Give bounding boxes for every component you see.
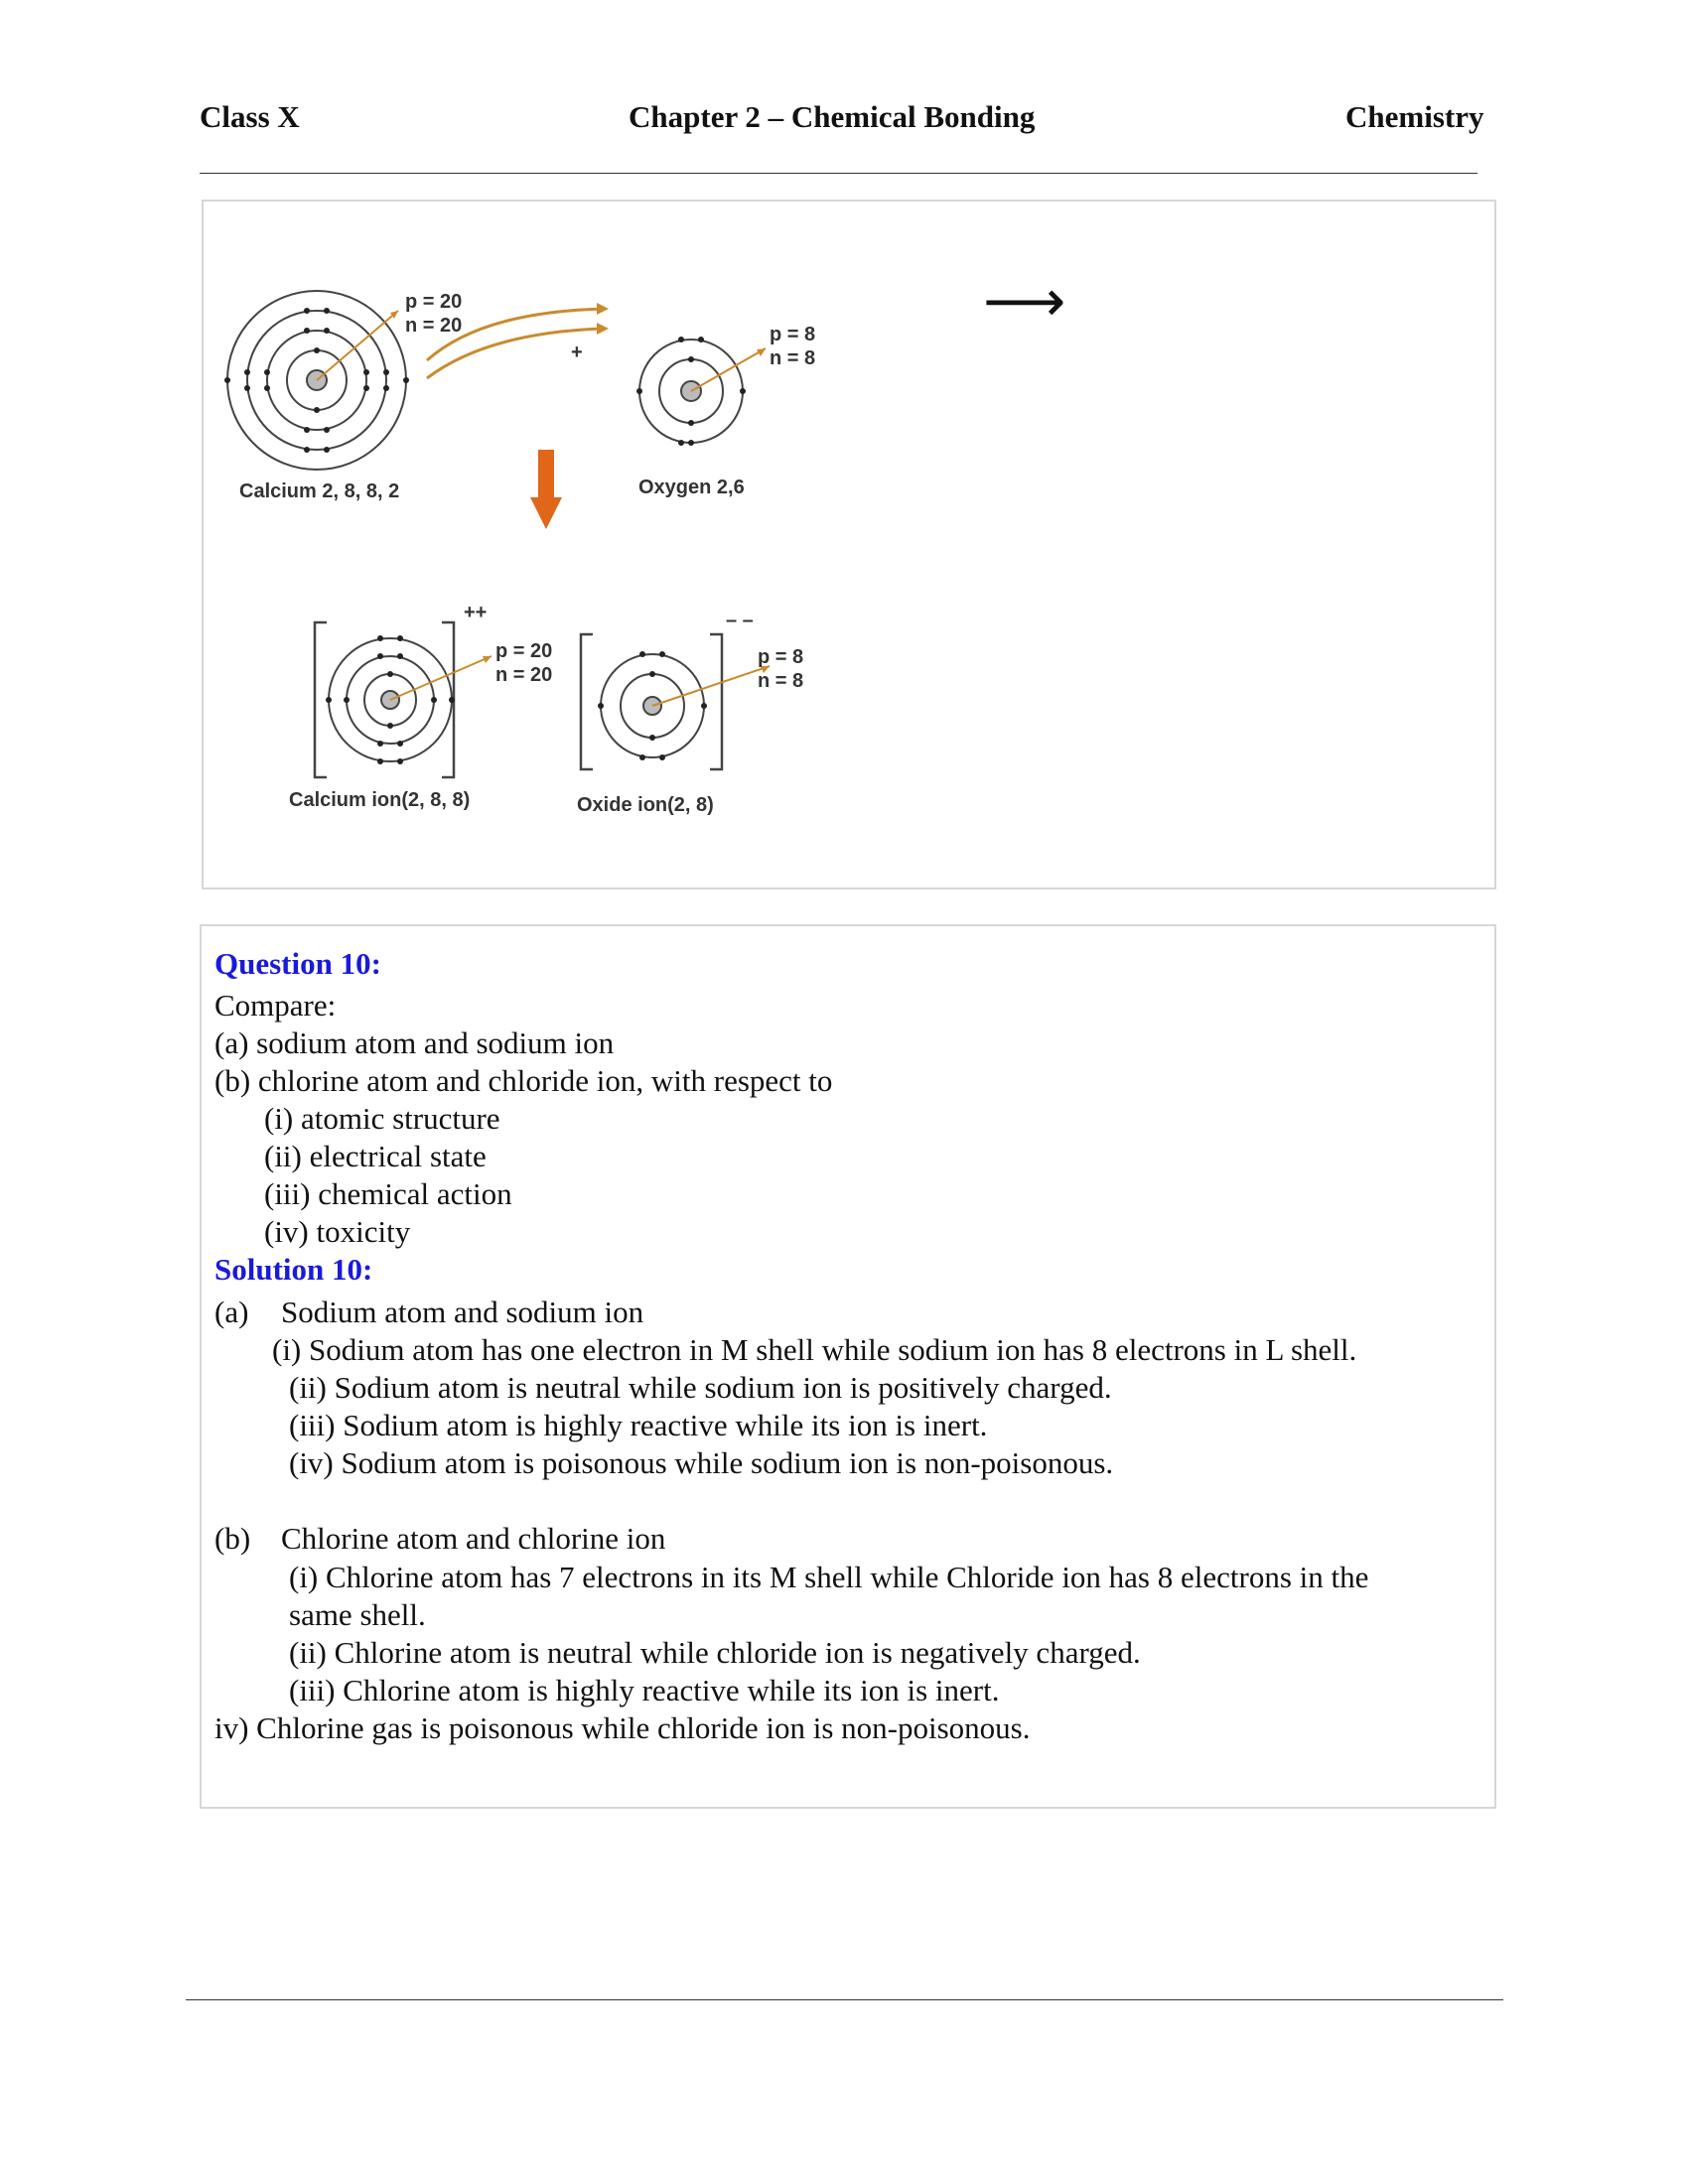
calcium-neutron-count: n = 20 — [405, 315, 463, 337]
solution-b-last-item: iv) Chlorine gas is poisonous while chloride ion is non-poisonous. — [214, 1710, 1031, 1745]
calcium-ion-neutron-count: n = 20 — [495, 664, 553, 686]
oxide-ion-neutron-count: n = 8 — [758, 670, 804, 692]
plus-sign: + — [571, 341, 583, 363]
solution-a-item: (i) Sodium atom has one electron in M shell while sodium ion has 8 electrons in L shell. — [272, 1332, 1357, 1367]
calcium-proton-count: p = 20 — [405, 291, 463, 313]
solution-b-title: Chlorine atom and chlorine ion — [281, 1521, 666, 1556]
calcium-ion-charge: ++ — [464, 602, 488, 623]
solution-b-item: (ii) Chlorine atom is neutral while chloride ion is negatively charged. — [289, 1635, 1141, 1670]
solution-b-marker: (b) — [214, 1521, 251, 1556]
solution-heading: Solution 10: — [214, 1252, 373, 1287]
oxide-ion-label: Oxide ion(2, 8) — [577, 794, 714, 816]
calcium-ion-label: Calcium ion(2, 8, 8) — [289, 789, 471, 811]
ionic-bond-figure — [202, 200, 1496, 889]
footer-divider — [186, 1999, 1503, 2000]
solution-a-item: (ii) Sodium atom is neutral while sodium ion is positively charged. — [289, 1370, 1112, 1405]
header-chapter-title: Chapter 2 – Chemical Bonding — [629, 99, 1036, 134]
oxide-ion — [581, 634, 770, 769]
ionic-bond-diagram — [204, 202, 1498, 891]
header-subject: Chemistry — [1345, 99, 1484, 134]
question-heading: Question 10: — [214, 946, 381, 981]
calcium-ion — [315, 622, 492, 777]
question-subitem: (ii) electrical state — [264, 1139, 487, 1173]
oxygen-label: Oxygen 2,6 — [638, 477, 745, 498]
question-line: (a) sodium atom and sodium ion — [214, 1025, 615, 1060]
solution-b-item-continued: same shell. — [289, 1597, 426, 1632]
reaction-down-arrow-icon — [530, 450, 562, 529]
solution-a-item: (iii) Sodium atom is highly reactive while its ion is inert. — [289, 1408, 988, 1442]
oxygen-neutron-count: n = 8 — [770, 347, 816, 369]
calcium-atom — [224, 291, 409, 470]
oxide-ion-proton-count: p = 8 — [758, 646, 804, 668]
solution-a-item: (iv) Sodium atom is poisonous while sodium ion is non-poisonous. — [289, 1445, 1114, 1480]
header-divider — [200, 173, 1477, 174]
solution-a-marker: (a) — [214, 1295, 249, 1329]
oxygen-proton-count: p = 8 — [770, 324, 816, 345]
right-arrow-icon: ⟶ — [983, 267, 1066, 335]
question-subitem: (iv) toxicity — [264, 1214, 411, 1249]
oxide-ion-charge: – – — [726, 610, 754, 631]
oxygen-atom — [636, 337, 766, 446]
solution-b-item: (i) Chlorine atom has 7 electrons in its M shell while Chloride ion has 8 electrons in the — [289, 1560, 1369, 1594]
question-line: (b) chlorine atom and chloride ion, with respect to — [214, 1063, 833, 1098]
question-subitem: (i) atomic structure — [264, 1101, 500, 1136]
header-class: Class X — [200, 99, 300, 134]
solution-b-item: (iii) Chlorine atom is highly reactive while its ion is inert. — [289, 1673, 1000, 1707]
question-subitem: (iii) chemical action — [264, 1176, 512, 1211]
calcium-label: Calcium 2, 8, 8, 2 — [239, 480, 400, 502]
solution-a-title: Sodium atom and sodium ion — [281, 1295, 644, 1329]
question-line: Compare: — [214, 988, 337, 1023]
calcium-ion-proton-count: p = 20 — [495, 640, 553, 662]
